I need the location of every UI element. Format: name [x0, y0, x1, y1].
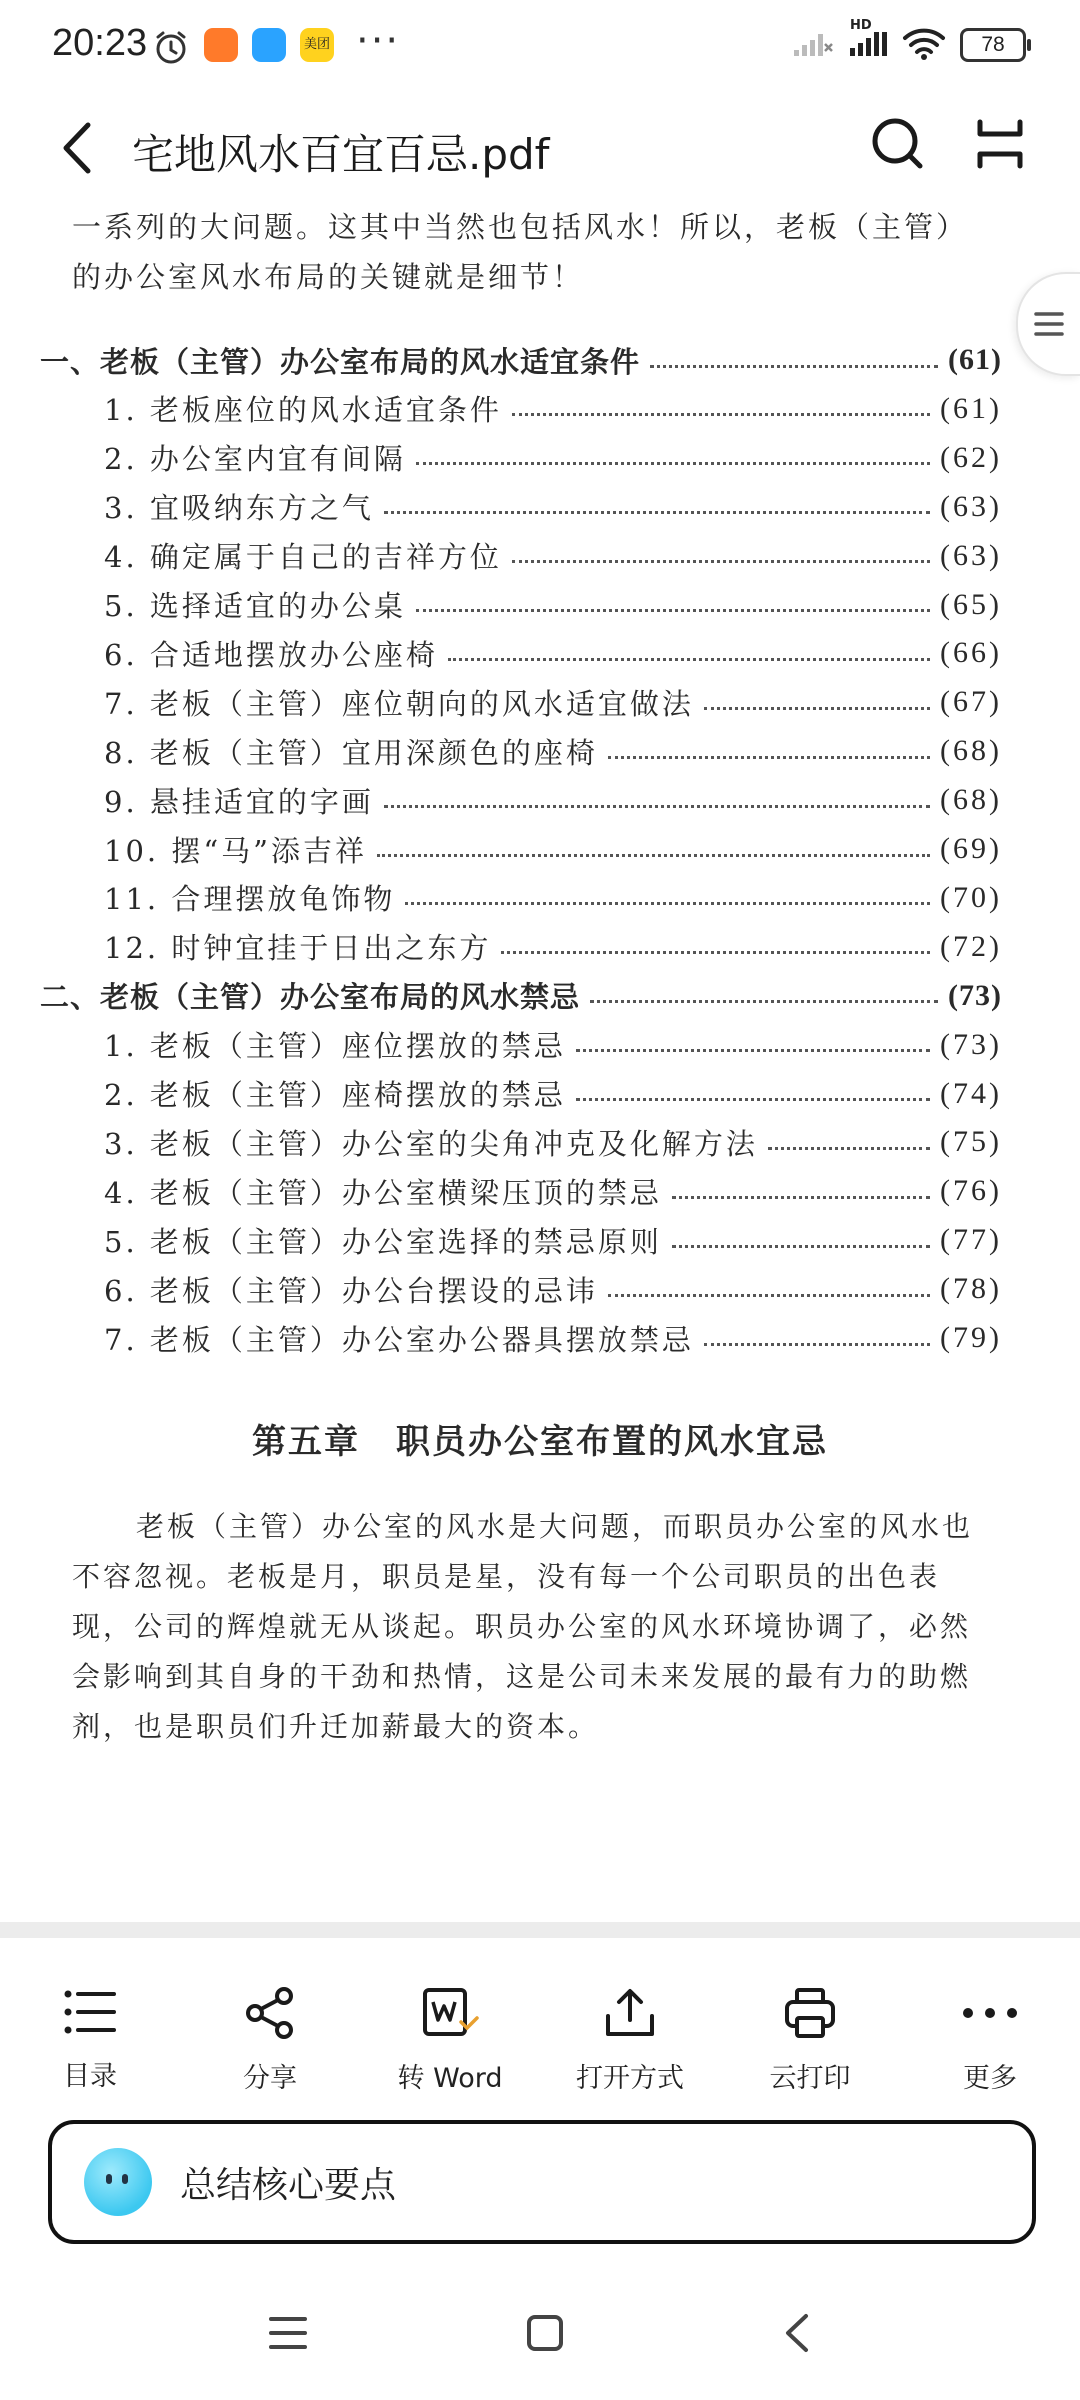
toc-leader-dots: [576, 1098, 930, 1101]
toc-leader-dots: [590, 1000, 938, 1003]
toc-page-number: (73): [948, 978, 1002, 1012]
toc-entry-text: 2. 老板（主管）座椅摆放的禁忌: [104, 1078, 566, 1112]
toc-entry-text: 1. 老板（主管）座位摆放的禁忌: [104, 1029, 566, 1064]
menu-icon[interactable]: [268, 2315, 308, 2355]
alarm-icon: [152, 28, 190, 70]
toc-entry-text: 10. 摆“马”添吉祥: [104, 833, 367, 868]
toc-leader-dots: [448, 658, 930, 661]
toc-entry-text: 7. 老板（主管）办公室办公器具摆放禁忌: [104, 1322, 694, 1357]
chapter-paragraph: 老板（主管）办公室的风水是大问题，而职员办公室的风水也不容忽视。老板是月，职员是星，没有每一个公司职员的出色表现，公司的辉煌就无从谈起。职员办公室的风水环境协调了，必然会影响到其自身的干劲和热情，这是公司未来发展的最有力的助燃剂，也是职员们升迁加薪最大的资本。: [72, 1510, 974, 1743]
toc-label: 目录: [63, 2061, 117, 2092]
more-icon: [960, 1986, 1020, 2040]
toc-page-number: (66): [940, 636, 1002, 670]
toc-page-number: (67): [940, 685, 1002, 719]
convert-word-button[interactable]: [360, 1938, 540, 2114]
convert-word-label: 转 Word: [397, 2063, 503, 2094]
toc-page-number: (68): [940, 734, 1002, 768]
back-icon[interactable]: [52, 120, 102, 176]
toc-item[interactable]: [104, 927, 1002, 967]
share-icon: [242, 1986, 298, 2040]
toc-section[interactable]: [40, 976, 1002, 1016]
toc-entry-text: 二、老板（主管）办公室布局的风水禁忌: [40, 980, 581, 1015]
toc-page-number: (61): [940, 391, 1002, 425]
toc-leader-dots: [416, 609, 930, 612]
meituan-icon: 美团: [300, 28, 334, 62]
status-time: 20:23: [52, 22, 148, 64]
upload-icon: [602, 1986, 658, 2040]
toc-page-number: (61): [948, 343, 1002, 376]
toc-entry-text: 9. 悬挂适宜的字画: [104, 784, 374, 819]
ai-assistant-avatar: [84, 2148, 152, 2216]
toc-leader-dots: [608, 756, 930, 759]
chapter-title: 第五章 职员办公室布置的风水宜忌: [252, 1422, 828, 1462]
toc-item[interactable]: [104, 633, 1002, 673]
toc-page-number: (78): [940, 1272, 1002, 1306]
more-button[interactable]: [900, 1938, 1080, 2114]
network-type-label: HD: [850, 18, 872, 33]
battery-indicator: 78: [960, 28, 1026, 62]
app-icon: [252, 28, 286, 62]
reading-mode-icon[interactable]: [972, 116, 1028, 172]
toc-leader-dots: [650, 365, 938, 368]
toc-page-number: (69): [940, 832, 1002, 865]
word-convert-icon: [421, 1986, 479, 2040]
taobao-icon: [204, 28, 238, 62]
ai-summary-button[interactable]: [48, 2120, 1036, 2244]
open-with-label: 打开方式: [576, 2063, 684, 2094]
home-icon[interactable]: [525, 2313, 565, 2357]
toc-entry-text: 一、老板（主管）办公室布局的风水适宜条件: [40, 344, 641, 379]
toc-leader-dots: [512, 560, 930, 563]
toc-page-number: (63): [940, 489, 1002, 523]
toc-entry-text: 4. 老板（主管）办公室横梁压顶的禁忌: [104, 1175, 662, 1210]
toc-page-number: (79): [940, 1321, 1002, 1354]
toc-page-number: (77): [940, 1223, 1002, 1257]
toc-leader-dots: [672, 1245, 930, 1248]
signal-icon: [848, 18, 888, 62]
toc-item[interactable]: [104, 878, 1002, 918]
toc-item[interactable]: [104, 585, 1002, 625]
toc-page-number: (70): [940, 880, 1002, 914]
toc-page-number: (75): [940, 1125, 1002, 1159]
status-indicators: [792, 18, 1026, 64]
toc-leader-dots: [416, 462, 930, 465]
toc-leader-dots: [576, 1049, 930, 1052]
wifi-icon: [902, 26, 946, 64]
menu-lines-icon: [1032, 309, 1066, 339]
cloud-print-button[interactable]: [720, 1938, 900, 2114]
page-divider: [0, 1922, 1080, 1938]
toc-leader-dots: [384, 805, 930, 808]
toc-item[interactable]: [104, 780, 1002, 820]
toc-item[interactable]: [104, 682, 1002, 722]
toc-item[interactable]: [104, 536, 1002, 576]
toc-item[interactable]: [104, 1269, 1002, 1309]
toc-entry-text: 11. 合理摆放龟饰物: [104, 882, 396, 917]
toc-item[interactable]: [104, 829, 1002, 869]
toc-entry-text: 3. 老板（主管）办公室的尖角冲克及化解方法: [104, 1126, 758, 1161]
toc-item[interactable]: [104, 487, 1002, 527]
ai-summary-label: 总结核心要点: [180, 2164, 397, 2206]
toc-page-number: (72): [940, 929, 1002, 963]
toc-leader-dots: [377, 854, 930, 857]
toc-leader-dots: [768, 1147, 930, 1150]
toc-leader-dots: [672, 1196, 930, 1199]
toc-page-number: (65): [940, 587, 1002, 621]
pdf-page[interactable]: [0, 202, 1080, 1922]
printer-icon: [782, 1986, 838, 2040]
share-button[interactable]: [180, 1938, 360, 2114]
toc-page-number: (73): [940, 1027, 1002, 1061]
toc-item[interactable]: [104, 1318, 1002, 1358]
more-label: 更多: [963, 2063, 1017, 2094]
toc-entry-text: 8. 老板（主管）宜用深颜色的座椅: [104, 735, 598, 770]
toc-leader-dots: [384, 511, 930, 514]
toc-entry-text: 12. 时钟宜挂于日出之东方: [104, 931, 492, 966]
intro-text: 一系列的大问题。这其中当然也包括风水！所以，老板（主管）的办公室风水布局的关键就是细节！: [72, 210, 969, 294]
toc-entry-text: 3. 宜吸纳东方之气: [104, 491, 374, 526]
toc-leader-dots: [501, 951, 930, 954]
toc-page-number: (62): [940, 440, 1002, 474]
title-bar: [0, 90, 1080, 202]
toc-item[interactable]: [104, 1220, 1002, 1260]
toc-section[interactable]: [40, 340, 1002, 380]
system-nav-bar: [0, 2270, 1080, 2400]
toc-item[interactable]: [104, 1122, 1002, 1162]
toc-page-number: (63): [940, 538, 1002, 572]
toc-item[interactable]: [104, 1074, 1002, 1114]
toc-page-number: (74): [940, 1076, 1002, 1110]
share-label: 分享: [243, 2063, 297, 2094]
toc-page-number: (68): [940, 783, 1002, 817]
toc-button[interactable]: [0, 1938, 180, 2114]
search-icon[interactable]: [868, 114, 928, 174]
toc-page-number: (76): [940, 1174, 1002, 1208]
toc-leader-dots: [608, 1294, 930, 1297]
list-icon: [62, 1986, 118, 2038]
more-notifications: ···: [356, 18, 401, 64]
signal-muted-icon: [792, 28, 834, 62]
toc-entry-text: 5. 老板（主管）办公室选择的禁忌原则: [104, 1224, 662, 1259]
toc-leader-dots: [405, 902, 930, 905]
toc-entry-text: 7. 老板（主管）座位朝向的风水适宜做法: [104, 686, 694, 721]
toc-item[interactable]: [104, 389, 1002, 429]
toc-entry-text: 1. 老板座位的风水适宜条件: [104, 393, 502, 428]
toc-leader-dots: [704, 1343, 930, 1346]
toc-entry-text: 4. 确定属于自己的吉祥方位: [104, 540, 502, 575]
cloud-print-label: 云打印: [769, 2063, 851, 2094]
toc-item[interactable]: [104, 438, 1002, 478]
bottom-toolbar: [0, 1938, 1080, 2114]
toc-entry-text: 5. 选择适宜的办公桌: [104, 589, 406, 623]
toc-entry-text: 6. 合适地摆放办公座椅: [104, 637, 438, 672]
toc-entry-text: 6. 老板（主管）办公台摆设的忌讳: [104, 1273, 598, 1308]
toc-item[interactable]: [104, 731, 1002, 771]
back-nav-icon[interactable]: [782, 2312, 812, 2358]
status-bar: [0, 0, 1080, 90]
toc-item[interactable]: [104, 1025, 1002, 1065]
open-with-button[interactable]: [540, 1938, 720, 2114]
toc-item[interactable]: [104, 1171, 1002, 1211]
toc-leader-dots: [704, 707, 930, 710]
toc-leader-dots: [512, 413, 930, 416]
document-title: 宅地风水百宜百忌.pdf: [132, 130, 550, 179]
toc-entry-text: 2. 办公室内宜有间隔: [104, 442, 406, 477]
